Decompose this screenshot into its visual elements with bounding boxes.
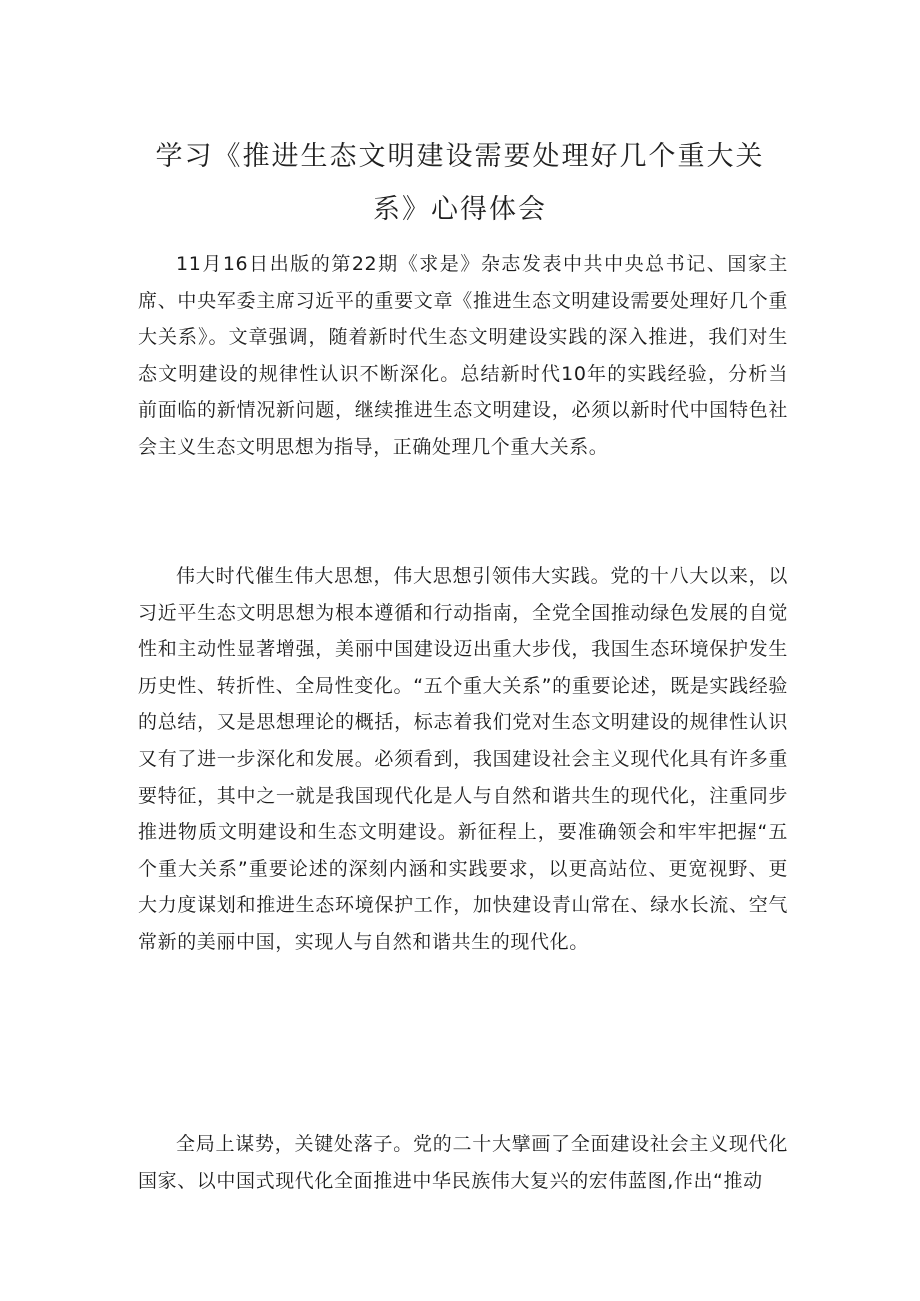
document-title xyxy=(138,130,782,236)
title-line-2: 系》心得体会 xyxy=(373,194,547,225)
paragraph-3: 全局上谋势，关键处落子。党的二十大擘画了全面建设社会主义现代化国家、以中国式现代化全面推进中华民族伟大复兴的宏伟蓝图,作出“推动 xyxy=(138,1133,788,1192)
paragraph-2: 伟大时代催生伟大思想，伟大思想引领伟大实践。党的十八大以来，以习近平生态文明思想为根本遵循和行动指南，全党全国推动绿色发展的自觉性和主动性显著增强，美丽中国建设迈出重大步伐，我国生态环境保护发生历史性、转折性、全局性变化。“五个重大关系”的重要论述，既是实践经验的总结，又是思想理论的概括，标志着我们党对生态文明建设的规律性认识又有了进一步深化和发展。必须看到，我国建设社会主义现代化具有许多重要特征，其中之一就是我国现代化是人与自然和谐共生的现代化，注重同步推进物质文明建设和生态文明建设。新征程上，要准确领会和牢牢把握“五个重大关系”重要论述的深刻内涵和实践要求，以更高站位、更宽视野、更大力度谋划和推进生态环境保护工作，加快建设青山常在、绿水长流、空气常新的美丽中国，实现人与自然和谐共生的现代化。 xyxy=(138,565,788,953)
title-line-1: 学习《推进生态文明建设需要处理好几个重大关 xyxy=(155,141,765,172)
paragraph-1: 11月16日出版的第22期《求是》杂志发表中共中央总书记、国家主席、中央军委主席习近平的重要文章《推进生态文明建设需要处理好几个重大关系》。文章强调，随着新时代生态文明建设实践的深入推进，我们对生态文明建设的规律性认识不断深化。总结新时代10年的实践经验，分析当前面临的新情况新问题，继续推进生态文明建设，必须以新时代中国特色社会主义生态文明思想为指导，正确处理几个重大关系。 xyxy=(138,253,788,458)
